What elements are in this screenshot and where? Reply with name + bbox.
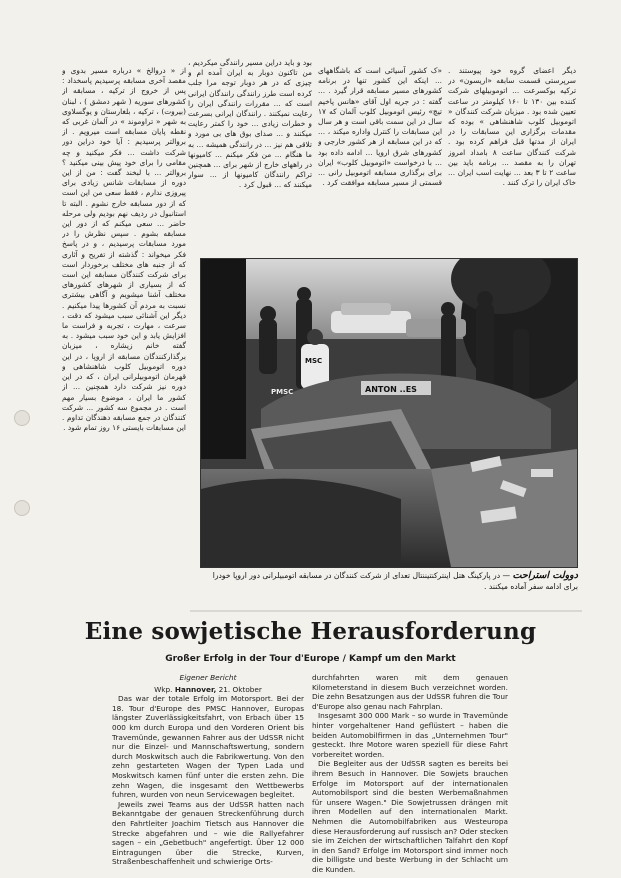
dateline [112,685,304,695]
article-paragraph: durchfahrten waren mit dem genauen Kilometerstand in diesem Buch verzeichnet worden. Die zehn Besatzungen aus der UdSSR fuhren die Tour d'Europe also genau nach Fahrplan. [312,673,508,711]
dateline-agency: Wkp. [154,684,173,694]
persian-text: «ک کشور آسیائی است که باشگاههای ... اینکه این کشور تنها در برنامه کشورهای مسیر مسابقه قرار گیرد . ... گفته : در جریه اول آقای «هانس پاخیم تیچ» رئیس اتوموبیل کلوب آلمان که ۱۷ سال در این سمت باقی است و هر سال این مسابقات را کنترل واداره میکند ، ... که در این مسابقه از هر کشور خارجی و کشورهای شرق اروپا ... ادامه داده بود ... با درخواست «اتوموبیل کلوب» ایران برای برگذاری مسابقه اتوموبیل رانی ... قسمتی از مسیر مسابقه موافقت کرد . [318,66,442,188]
persian-text: دیگر اعضای گروه خود پیوستند . سرپرستی قسمت سابقه «اریسون» در ترکیه بوکسرعت ... اتوموبیلهای شرکت کننده بین ۱۳۰ تا ۱۶۰ کیلومتر در ساعت تعیین شده بود . میزبان شرکت کنندگان « اتوموبیل کلوب شاهنشاهی » بوده که مقدمات برگزاری این مسابقات را در ایران از مدتها قبل فراهم کرده بود . شرکت کنندگان ساعت ۸ بامداد امروز تهران را به مقصد ... برنامه باید بین ساعت ۲ تا ۳ بعد ... نهایت اسب ایران ... خاک ایران را ترک کنند . [448,66,576,188]
persian-column-left [62,66,186,611]
photo-caption-title: دوولت استراحت [512,570,578,581]
article-paragraph: Die Begleiter aus der UdSSR sagten es bereits bei ihrem Besuch in Hannover. Die Sowjets brauchen Erfolge im Motorsport auf der internationalen Automobilsport sind die besten Werbemaßnahmen für unsere Wagen." Die Sowjetrussen drängen mit ihren Modellen auf den internationalen Markt. Nehmen die Automobilfabriken aus Westeuropa diese Herausforderung auf russisch an? Oder stecken sie im Zeichen der wirtschaftlichen Talfahrt den Kopf in den Sand? Erfolge im Motorsport sind immer noch die billigste und beste Werbung in der Schlacht um die Kunden. [312,759,508,874]
article-paragraph: Das war der totale Erfolg im Motorsport. Bei der 18. Tour d'Europe des PMSC Hannover, Europas längster Zuverlässigkeitsfahrt, von Erbach über 15 000 km durch Europa und den Vorderen Orient bis Travemünde, gewannen Fahrer aus der UdSSR nicht nur die Einzel- und Mannschaftswertung, sondern durch Moskwitsch auch die Fabrikwertung. Von den zehn gestarteten Wagen der Typen Lada und Moskwitsch kamen fünf unter die ersten zehn. Die zehn Wagen, die insgesamt den Wettbewerbs fuhren, wurden von neun Servicewagen begleitet. [112,694,304,800]
persian-text: بود و باید دراین مسیر رانندگی میکردیم ، من تاکنون دوبار به ایران آمده ام و چیزی که در هر دوبار توجه مرا جلب کرده است طرز رانندگی رانندگان ایرانی است که ... مقررات رانندگی ایران را رعایت نمیکنند . رانندگان ایرانی بسرعت و خطرات زیادی ... خود را کمتر رعایت میکنند و ... صدای بوق های بی مورد و تلاقی هم نیز ... در رانندگی همیشه ... به ما هنگام ... من فکر میکنم ... کامیونها در راههای خارج از شهر برای ... همچنین تراکم رانندگان کامیونها از ... سوار میکنند که ... قبول کرد . [188,58,312,190]
rally-photo-image [201,259,577,567]
rally-photo [200,258,578,568]
article-paragraph: Insgesamt 300 000 Mark – so wurde in Travemünde hinter vorgehaltener Hand geflüstert – haben die beiden Automobilfirmen in das „Unternehmen Tour" gesteckt. Ihre Motore waren speziell für diese Fahrt vorbereitet worden. [312,711,508,759]
car-badge: PMSC [271,388,294,396]
dateline-place: Hannover, [174,684,217,694]
persian-column-right-1 [318,66,442,254]
car-sign: ANTON ..ES [365,385,417,394]
article-paragraph: Jeweils zwei Teams aus der UdSSR hatten nach Bekanntgabe der genauen Streckenführung durch den Fahrtleiter Joachim Tietsch aus Hannover die Strecke abgefahren und – wie die Rallyefahrer sagen – ein „Gebetbuch" angefertigt. Über 12 000 Eintragungen über die Strecke, Kurven, Straßenbeschaffenheit und schwierige Orts- [112,799,304,867]
subheadline: Großer Erfolg in der Tour d'Europe / Kampf um den Markt [165,654,456,664]
persian-column-right-2 [448,66,576,254]
photo-caption [200,570,578,592]
photo-caption-text: — در پارکینگ هتل اینترکنتیننتال تعدای از شرکت کنندگان در مسابقه اتومبیلرانی دور اروپا خودرا برای ادامه سفر آماده میکنند . [212,571,578,591]
punch-hole [14,410,30,426]
shirt-logo: MSC [305,357,323,365]
punch-hole [14,500,30,516]
persian-column-middle [188,58,312,254]
divider [190,610,582,612]
byline: Eigener Bericht [179,673,237,682]
headline: Eine sowjetische Herausforderung [84,618,537,645]
german-column-1 [112,673,304,873]
german-column-2 [312,673,508,873]
persian-text: از « دروالخ » درباره مسیر بدوی و مقصد آخری مسابقه پرسیدیم پاسخداد : پس از خروج از ترکیه ، مسابقه از کشورهای سوریه ( شهر دمشق ) ، لبنان (بیروت) ، ترکیه ، بلغارستان و یوگسلاوی به شهر « تراوموند » در آلمان غربی که نقطه پایان مسابقه است میرویم . از بروالتر پرسیدیم : آیا خود دراین دور شرکت داشت ... فکر میکنید و چه مقامی را برای خود پیش بینی میکنید ؟ بروالتر ... با لبخند گفت : من از این دوره از مسابقات شانس زیادی برای پیروزی ندارم ، فقط سعی من این است که از دور مسابقه خارج نشوم . البته تا استانبول در ردیف نهم بودیم ولی مرحله حاضر ... سعی میکنم که از دور این مسابقه بشوم . سپس نظرش را در مورد مسابقات پرسیدیم ، و در پاسخ فکر میخواند : گذشته از تفریح و آثاری که از جنبه های مختلف برخوردار است برای شرکت کنندگان مسابقه این است که از بسیاری از شهرهای کشورهای مختلف آشنا میشویم و آگاهی بیشتری نسبت به مردم آن کشورها پیدا میکنیم . دیگر این آشنائی سبب میشود که دقت ، سرعت ، مهارت ، تجربه و فراست ما افزایش یابد و این خود سبب میشود . به گفته خانم زیشاره ، میزبان برگذارکنندگان مسابقه از اروپا ، در این دوره اتوموبیل کلوب شاهنشاهی و قهرمان اتوموبیلرانی ایران ، که در این دوره نیز شرکت دارد همچنین ... از کشور ما ایران ، موضوع بسیار مهم است . در مجموع سه کشور ... شرکت کنندگان در جمع مسابقه دهندگان تداوم . این مسابقات بایستی ۱۶ روز تمام شود . [62,66,186,433]
dateline-date: 21. Oktober [218,684,262,694]
